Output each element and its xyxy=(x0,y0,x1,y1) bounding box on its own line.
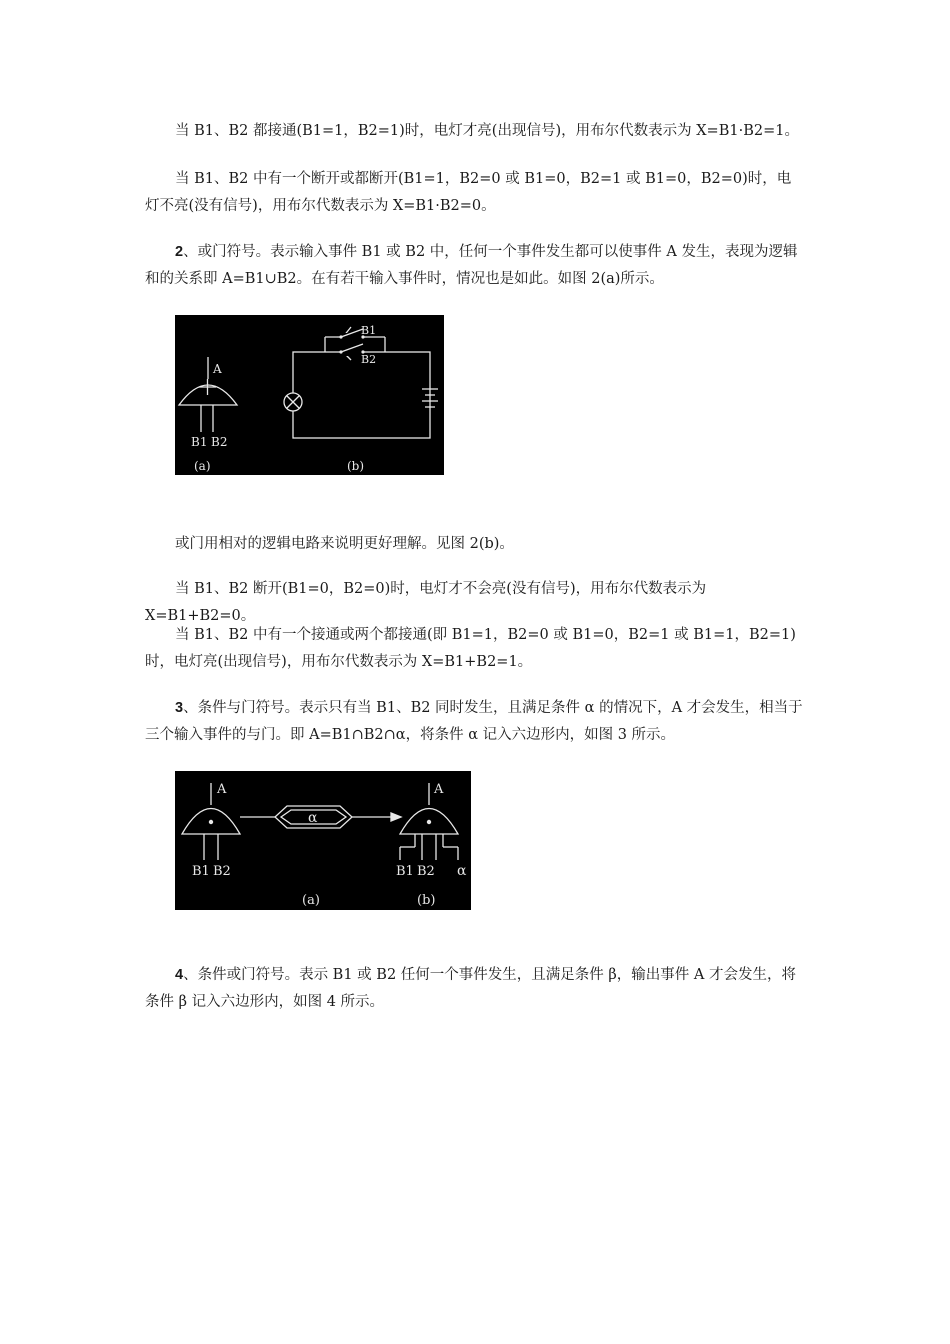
input1-b-label: B1 xyxy=(396,864,414,879)
caption-b: (b) xyxy=(417,893,436,908)
paragraph-or-circuit: 或门用相对的逻辑电路来说明更好理解。见图 2(b)。 xyxy=(175,536,514,552)
figure-3 xyxy=(175,771,471,910)
caption-a: (a) xyxy=(302,893,320,908)
input1-a-label: B1 xyxy=(192,864,210,879)
switch2-label: B2 xyxy=(361,353,377,366)
condition-label: α xyxy=(308,810,318,826)
section-number: 2 xyxy=(175,244,184,260)
caption-a: (a) xyxy=(194,459,211,473)
paragraph-text: 、条件与门符号。表示只有当 B1、B2 同时发生，且满足条件 α 的情况下，A 才会发生，相当于三个输入事件的与门。即 A=B1∩B2∩α，将条件 α 记入六边形内，如图 3 所示。 xyxy=(145,700,803,743)
switch1-label: B1 xyxy=(361,324,377,337)
input3-b-label: α xyxy=(457,863,467,879)
input2-a-label: B2 xyxy=(213,864,231,879)
paragraph-and-on: 当 B1、B2 都接通(B1=1，B2=1)时，电灯才亮(出现信号)，用布尔代数表示为 X=B1·B2=1。 xyxy=(175,123,799,139)
figure-2-drawing xyxy=(175,315,444,475)
paragraph-or-gate xyxy=(145,239,805,293)
input2-b-label: B2 xyxy=(417,864,435,879)
paragraph-or-off: 当 B1、B2 断开(B1=0，B2=0)时，电灯才不会亮(没有信号)，用布尔代数表示为 X=B1+B2=0。 xyxy=(145,581,707,624)
output-a-label: A xyxy=(217,782,227,797)
paragraph-or-on: 当 B1、B2 中有一个接通或两个都接通(即 B1=1，B2=0 或 B1=0，B2=1 或 B1=1，B2=1)时，电灯亮(出现信号)，用布尔代数表示为 X=B1+B2=1。 xyxy=(145,627,796,670)
paragraph-conditional-and xyxy=(145,695,805,749)
gate-input2-label: B2 xyxy=(211,435,228,449)
gate-output-label: A xyxy=(213,362,222,376)
output-b-label: A xyxy=(434,782,444,797)
caption-b: (b) xyxy=(347,459,365,473)
paragraph-text: 、或门符号。表示输入事件 B1 或 B2 中，任何一个事件发生都可以使事件 A 发生，表现为逻辑和的关系即 A=B1∪B2。在有若干输入事件时，情况也是如此。如图 2(a)所示。 xyxy=(145,244,798,287)
section-number: 4 xyxy=(175,967,184,983)
gate-input1-label: B1 xyxy=(191,435,208,449)
paragraph-conditional-or xyxy=(145,962,805,1016)
figure-3-drawing xyxy=(175,771,471,910)
paragraph-text: 、条件或门符号。表示 B1 或 B2 任何一个事件发生，且满足条件 β，输出事件 A 才会发生，将条件 β 记入六边形内，如图 4 所示。 xyxy=(145,967,796,1010)
section-number: 3 xyxy=(175,700,184,716)
paragraph-and-off: 当 B1、B2 中有一个断开或都断开(B1=1，B2=0 或 B1=0，B2=1 或 B1=0，B2=0)时，电灯不亮(没有信号)，用布尔代数表示为 X=B1·B2=0。 xyxy=(145,171,792,214)
figure-2 xyxy=(175,315,444,475)
